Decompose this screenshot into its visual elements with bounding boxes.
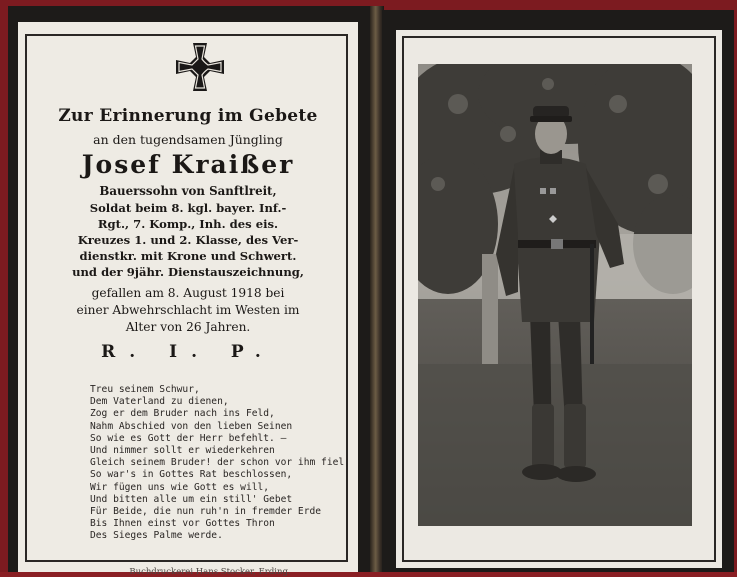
soldier-portrait-photo xyxy=(418,64,692,526)
poem-line: So wie es Gott der Herr befehlt. — xyxy=(90,432,287,444)
biography-line: Bauerssohn von Sanftlreit, xyxy=(99,184,277,198)
poem-line: Und nimmer sollt er wiederkehren xyxy=(90,445,275,457)
poem-line: Dem Vaterland zu dienen, xyxy=(90,396,229,408)
biography-line: dienstkr. mit Krone und Schwert. xyxy=(79,249,297,263)
deceased-name: Josef Kraißer xyxy=(81,150,295,179)
poem-line: Wir fügen uns wie Gott es will, xyxy=(90,481,270,493)
poem-line: Zog er dem Bruder nach ins Feld, xyxy=(90,408,275,420)
memorial-card-text-side xyxy=(8,6,370,577)
fallen-line: einer Abwehrschlacht im Westen im xyxy=(76,303,300,317)
rip-line: R. I. P. xyxy=(101,342,275,362)
dedication-line: an den tugendsamen Jüngling xyxy=(93,132,283,147)
printer-imprint: Buchdruckerei Hans Stocker, Erding. xyxy=(129,567,291,577)
portrait-image xyxy=(418,64,692,526)
poem-line: Bis Ihnen einst vor Gottes Thron xyxy=(90,518,275,530)
memorial-poem xyxy=(90,384,350,543)
poem-line: Nahm Abschied von den lieben Seinen xyxy=(90,420,293,432)
biography-line: Kreuzes 1. und 2. Klasse, des Ver- xyxy=(77,233,299,247)
card-heading: Zur Erinnerung im Gebete xyxy=(58,106,318,126)
biography-line: Soldat beim 8. kgl. bayer. Inf.- xyxy=(89,201,287,215)
poem-line: Treu seinem Schwur, xyxy=(90,384,200,395)
card-paper xyxy=(18,22,358,577)
poem-line: Und bitten alle um ein still' Gebet xyxy=(90,493,293,505)
fallen-line: Alter von 26 Jahren. xyxy=(125,320,251,334)
iron-cross-icon xyxy=(173,40,227,94)
poem-line: Für Beide, die nun ruh'n in fremder Erde xyxy=(90,506,322,518)
poem-line: So war's in Gottes Rat beschlossen, xyxy=(90,469,293,481)
poem-line: Gleich seinem Bruder! der schon vor ihm fiel, xyxy=(90,457,350,469)
biography-line: Rgt., 7. Komp., Inh. des eis. xyxy=(97,217,279,231)
fallen-line: gefallen am 8. August 1918 bei xyxy=(91,286,285,300)
memorial-card-photo-side xyxy=(382,10,734,572)
card-paper xyxy=(396,30,722,568)
poem-line: Des Sieges Palme werde. xyxy=(90,530,223,542)
biography-line: und der 9jähr. Dienstauszeichnung, xyxy=(72,265,304,279)
